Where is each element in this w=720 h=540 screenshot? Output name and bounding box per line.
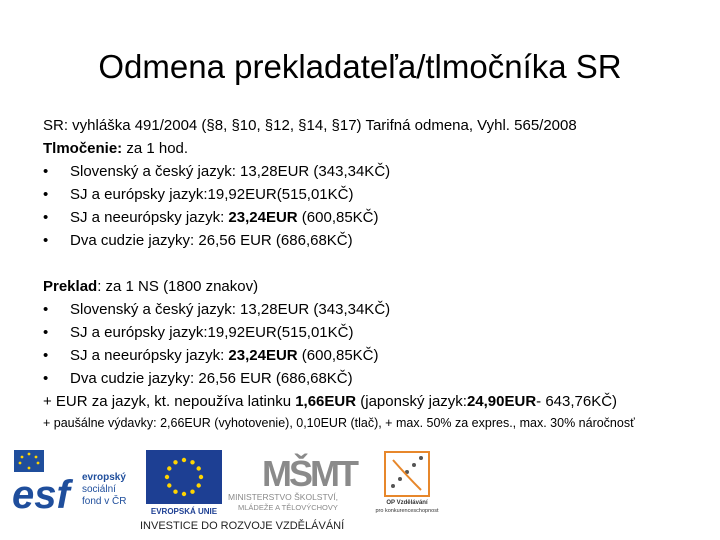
svg-text:fond v ČR: fond v ČR — [82, 496, 127, 507]
eu-star-icon — [182, 492, 186, 496]
expenses-note: + paušálne výdavky: 2,66EUR (vyhotovenie), 0,10EUR (tlač), + max. 50% za expres., max. 30% náročnosť — [43, 416, 635, 430]
bullet-icon: • — [43, 347, 49, 364]
bullet-icon: • — [43, 324, 49, 341]
preklad-rest: : za 1 NS (1800 znakov) — [97, 278, 259, 295]
eu-star-icon — [190, 460, 194, 464]
eu-star-icon — [165, 475, 169, 479]
esf-word: esf — [12, 473, 70, 516]
content-body — [43, 114, 703, 430]
preklad-label: Preklad — [43, 278, 98, 295]
eu-star-icon — [182, 458, 186, 462]
svg-text:OP Vzdělávání: OP Vzdělávání — [386, 500, 428, 506]
preklad-heading — [43, 275, 703, 298]
msmt-letters: MŠMT — [262, 453, 356, 494]
intro-line: SR: vyhláška 491/2004 (§8, §10, §12, §14, §17) Tarifná odmena, Vyhl. 565/2008 — [43, 117, 577, 134]
msmt-logo — [224, 446, 359, 516]
eu-star-icon — [167, 466, 171, 470]
list-item: • Dva cudzie jazyky: 26,56 EUR (686,68KČ) — [43, 229, 703, 252]
svg-text:MINISTERSTVO ŠKOLSTVÍ,: MINISTERSTVO ŠKOLSTVÍ, — [228, 492, 339, 502]
eu-star-icon — [173, 490, 177, 494]
latin-note: + EUR za jazyk, kt. nepoužíva latinku 1,66EUR (japonský jazyk:24,90EUR- 643,76KČ) — [43, 393, 618, 410]
bullet-icon: • — [43, 209, 49, 226]
bullet-icon: • — [43, 301, 49, 318]
list-item: • Dva cudzie jazyky: 26,56 EUR (686,68KČ) — [43, 367, 703, 390]
eu-star-icon — [199, 475, 203, 479]
esf-logo — [12, 446, 142, 516]
list-item: • SJ a európsky jazyk:19,92EUR(515,01KČ) — [43, 321, 703, 344]
logo-strip — [12, 446, 452, 536]
bullet-icon: • — [43, 232, 49, 249]
list-item: • SJ a neeurópsky jazyk: 23,24EUR (600,85KČ) — [43, 344, 703, 367]
tlmocenie-heading — [43, 137, 703, 160]
list-item: • Slovenský a český jazyk: 13,28EUR (343,34KČ) — [43, 160, 703, 183]
eu-star-icon — [190, 490, 194, 494]
svg-text:evropský: evropský — [82, 472, 126, 483]
eu-star-icon — [197, 483, 201, 487]
list-item: • SJ a európsky jazyk:19,92EUR(515,01KČ) — [43, 183, 703, 206]
svg-text:MLÁDEŽE A TĚLOVÝCHOVY: MLÁDEŽE A TĚLOVÝCHOVY — [238, 503, 338, 512]
bullet-icon: • — [43, 370, 49, 387]
footer-slogan: INVESTICE DO ROZVOJE VZDĚLÁVÁNÍ — [140, 520, 345, 532]
bullet-icon: • — [43, 186, 49, 203]
eu-flag-logo — [146, 450, 222, 516]
eu-label: EVROPSKÁ UNIE — [150, 507, 218, 516]
svg-text:sociální: sociální — [82, 484, 116, 495]
eu-star-icon — [197, 466, 201, 470]
bullet-icon: • — [43, 163, 49, 180]
eu-star-icon — [173, 460, 177, 464]
op-logo — [367, 446, 452, 516]
tlmocenie-rest: za 1 hod. — [122, 140, 189, 157]
svg-text:pro konkurenceschopnost: pro konkurenceschopnost — [375, 508, 439, 514]
list-item: • SJ a neeurópsky jazyk: 23,24EUR (600,85KČ) — [43, 206, 703, 229]
tlmocenie-label: Tlmočenie: — [43, 140, 123, 157]
eu-star-icon — [167, 483, 171, 487]
page-title: Odmena prekladateľa/tlmočníka SR — [98, 48, 622, 85]
list-item: • Slovenský a český jazyk: 13,28EUR (343,34KČ) — [43, 298, 703, 321]
